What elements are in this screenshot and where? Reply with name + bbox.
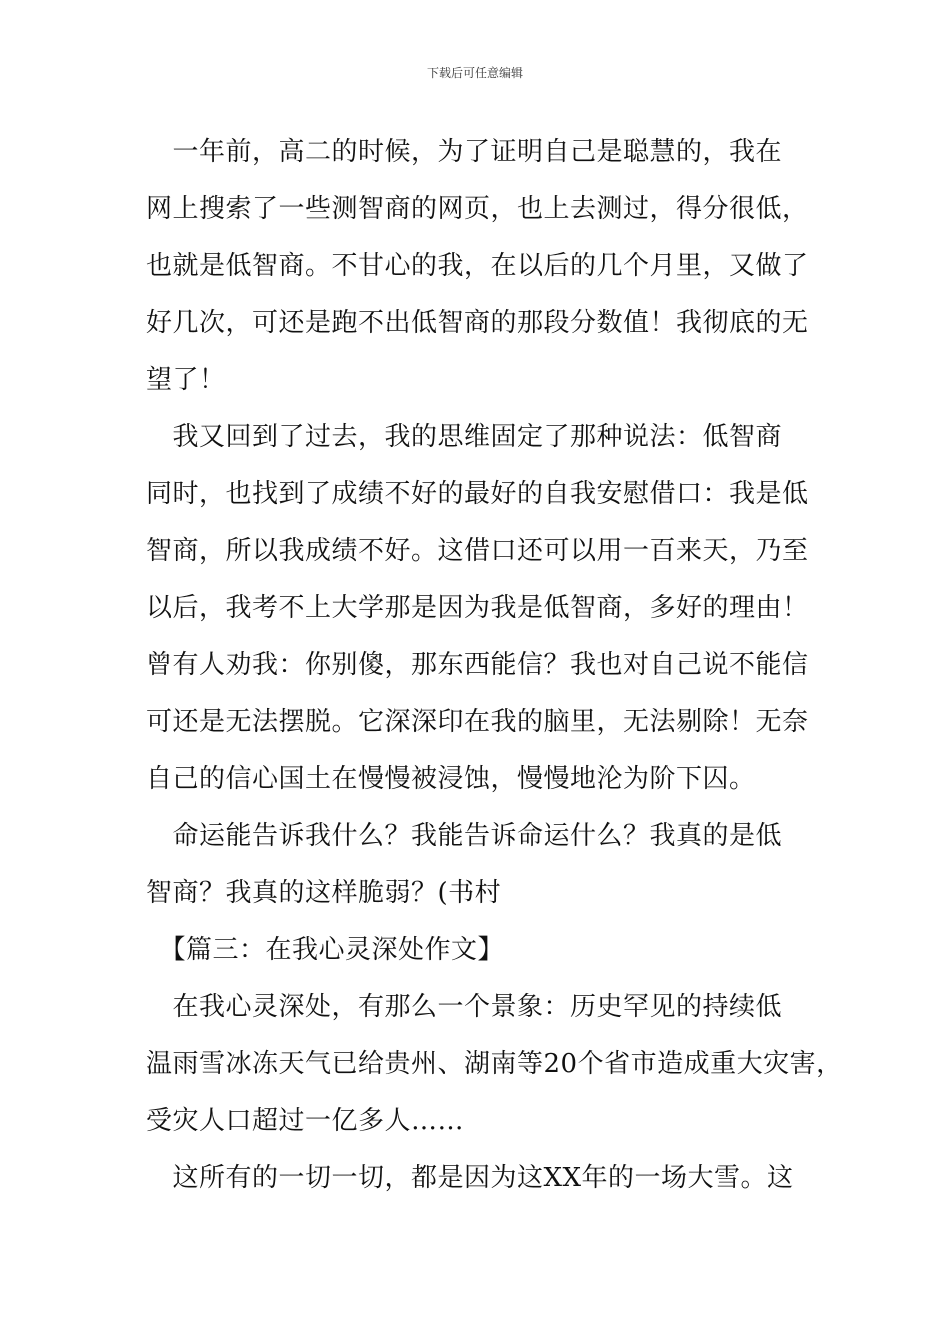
section-heading: 【篇三：在我心灵深处作文】 xyxy=(146,935,505,965)
text-line: 望了！ xyxy=(146,365,226,395)
text-line: 好几次，可还是跑不出低智商的那段分数值！我彻底的无 xyxy=(146,308,809,338)
text-line: 我又回到了过去，我的思维固定了那种说法：低智商 xyxy=(146,422,783,452)
text-line: 同时，也找到了成绩不好的最好的自我安慰借口：我是低 xyxy=(146,479,809,509)
text-line: 网上搜索了一些测智商的网页，也上去测过，得分很低， xyxy=(146,194,809,224)
text-line: 智商？我真的这样脆弱？(书村 xyxy=(146,878,502,908)
text-line: 在我心灵深处，有那么一个景象：历史罕见的持续低 xyxy=(146,992,783,1022)
text-line: 温雨雪冰冻天气已给贵州、湖南等20个省市造成重大灾害， xyxy=(146,1049,843,1079)
text-line: 自己的信心国土在慢慢被浸蚀，慢慢地沦为阶下囚。 xyxy=(146,764,756,794)
text-line: 受灾人口超过一亿多人…… xyxy=(146,1106,465,1136)
text-line: 也就是低智商。不甘心的我，在以后的几个月里，又做了 xyxy=(146,251,809,281)
text-line: 以后，我考不上大学那是因为我是低智商，多好的理由！ xyxy=(146,593,809,623)
page-header: 下载后可任意编辑 xyxy=(426,66,523,80)
text-line: 智商，所以我成绩不好。这借口还可以用一百来天，乃至 xyxy=(146,536,809,566)
text-line: 这所有的一切一切，都是因为这XX年的一场大雪。这 xyxy=(146,1163,794,1193)
text-line: 命运能告诉我什么？我能告诉命运什么？我真的是低 xyxy=(146,821,783,851)
text-line: 可还是无法摆脱。它深深印在我的脑里，无法剔除！无奈 xyxy=(146,707,809,737)
text-line: 一年前，高二的时候，为了证明自己是聪慧的，我在 xyxy=(146,137,783,167)
text-line: 曾有人劝我：你别傻，那东西能信？我也对自己说不能信 xyxy=(146,650,809,680)
